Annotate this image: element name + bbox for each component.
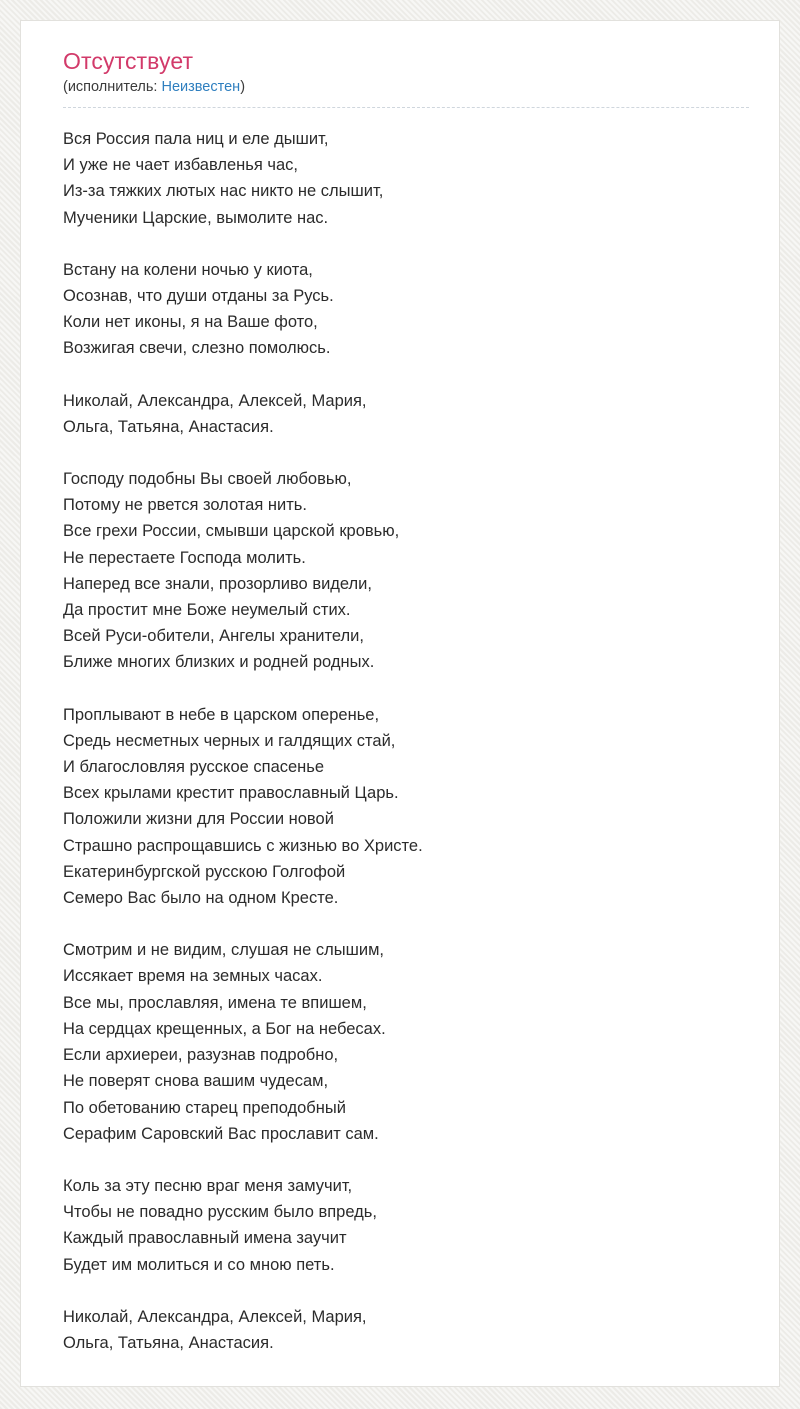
lyrics-line: Если архиереи, разузнав подробно, (63, 1046, 339, 1065)
lyrics-line: Все мы, прославляя, имена те впишем, (63, 993, 367, 1012)
lyrics-line: Из-за тяжких лютых нас никто не слышит, (63, 182, 384, 201)
lyrics-sheet (20, 20, 780, 1387)
lyrics-line: Не поверят снова вашим чудесам, (63, 1072, 329, 1091)
lyrics-line: Ближе многих близких и родней родных. (63, 653, 375, 672)
lyrics-line: Да простит мне Боже неумелый стих. (63, 601, 351, 620)
lyrics-line: Встану на колени ночью у киота, (63, 260, 313, 279)
lyrics-stanza (63, 388, 749, 440)
lyrics-line: Страшно распрощавшись с жизнью во Христе. (63, 836, 423, 855)
artist-suffix-label: ) (240, 79, 246, 95)
artist-prefix-label: (исполнитель: (63, 79, 162, 95)
lyrics-stanza (63, 1304, 749, 1356)
lyrics-line: Средь несметных черных и галдящих стай, (63, 731, 396, 750)
artist-link[interactable]: Неизвестен (161, 79, 241, 95)
lyrics-line: На сердцах крещенных, а Бог на небесах. (63, 1019, 386, 1038)
lyrics-line: По обетованию старец преподобный (63, 1098, 346, 1117)
lyrics-line: Возжигая свечи, слезно помолюсь. (63, 339, 331, 358)
lyrics-line: Чтобы не повадно русским было впредь, (63, 1203, 377, 1222)
lyrics-line: Николай, Александра, Алексей, Мария, (63, 1307, 367, 1326)
lyrics-body (63, 126, 749, 1356)
lyrics-stanza (63, 466, 749, 676)
lyrics-stanza (63, 126, 749, 231)
lyrics-stanza (63, 702, 749, 912)
lyrics-line: Вся Россия пала ниц и еле дышит, (63, 130, 329, 148)
lyrics-line: Не перестаете Господа молить. (63, 548, 306, 567)
lyrics-line: Семеро Вас было на одном Кресте. (63, 889, 339, 908)
lyrics-line: Каждый православный имена заучит (63, 1229, 347, 1248)
lyrics-line: Серафим Саровский Вас прославит сам. (63, 1124, 379, 1143)
lyrics-stanza (63, 257, 749, 362)
lyrics-line: И уже не чает избавленья час, (63, 156, 298, 175)
lyrics-line: Коль за эту песню враг меня замучит, (63, 1176, 353, 1195)
lyrics-line: Все грехи России, смывши царской кровью, (63, 522, 400, 541)
lyrics-line: Проплывают в небе в царском оперенье, (63, 705, 380, 724)
lyrics-line: Коли нет иконы, я на Ваше фото, (63, 313, 318, 332)
lyrics-line: Ольга, Татьяна, Анастасия. (63, 1333, 274, 1352)
lyrics-line: Екатеринбургской русскою Голгофой (63, 862, 346, 881)
lyrics-line: Наперед все знали, прозорливо видели, (63, 574, 372, 593)
lyrics-line: Всей Руси-обители, Ангелы хранители, (63, 627, 364, 646)
lyrics-line: Потому не рвется золотая нить. (63, 496, 307, 515)
lyrics-line: Ольга, Татьяна, Анастасия. (63, 417, 274, 436)
lyrics-line: Положили жизни для России новой (63, 810, 334, 829)
lyrics-line: Господу подобны Вы своей любовью, (63, 470, 352, 489)
lyrics-line: Смотрим и не видим, слушая не слышим, (63, 941, 385, 960)
lyrics-line: И благословляя русское спасенье (63, 758, 325, 777)
lyrics-stanza (63, 937, 749, 1147)
lyrics-line: Иссякает время на земных часах. (63, 967, 323, 986)
lyrics-line: Всех крылами крестит православный Царь. (63, 784, 399, 803)
page-title: Отсутствует (63, 48, 194, 74)
lyrics-line: Мученики Царские, вымолите нас. (63, 208, 329, 227)
lyrics-stanza (63, 1173, 749, 1278)
lyrics-line: Осознав, что души отданы за Русь. (63, 287, 334, 306)
lyrics-line: Николай, Александра, Алексей, Мария, (63, 391, 367, 410)
artist-line (63, 79, 749, 108)
lyrics-line: Будет им молиться и со мною петь. (63, 1255, 335, 1274)
